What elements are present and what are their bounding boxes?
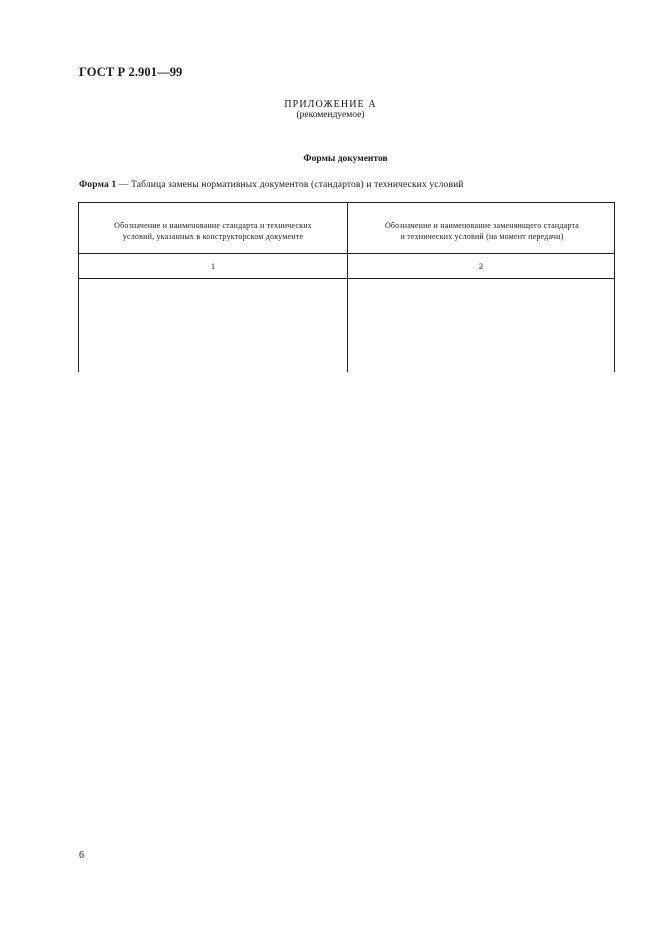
header-row-divider: [79, 253, 614, 254]
column-header-replacement-line1: Обозначение и наименование заменяющего стандарта: [384, 221, 580, 230]
column-header-original-line1: Обозначение и наименование стандарта и технических: [114, 221, 312, 230]
section-title: Формы документов: [303, 154, 388, 164]
appendix-title: ПРИЛОЖЕНИЕ А: [284, 99, 377, 110]
number-row-divider: [79, 278, 614, 279]
form-caption-text: — Таблица замены нормативных документов (стандартов) и технических условий: [116, 180, 464, 190]
column-divider: [347, 203, 348, 372]
column-number-1: 1: [211, 262, 215, 271]
column-header-original: [85, 220, 341, 242]
column-header-original-line2: условий, указанных в конструкторском документе: [122, 232, 304, 241]
column-number-2: 2: [479, 262, 483, 271]
column-header-replacement-line2: и технических условий (на момент передачи): [400, 232, 564, 241]
appendix-subtitle: (рекомендуемое): [296, 110, 365, 120]
column-header-replacement: [354, 220, 610, 242]
form-label: Форма 1: [79, 180, 117, 190]
document-code: ГОСТ Р 2.901—99: [79, 65, 183, 79]
form-caption: [79, 180, 464, 190]
page-number: 6: [79, 850, 84, 861]
replacement-table: [78, 202, 615, 372]
